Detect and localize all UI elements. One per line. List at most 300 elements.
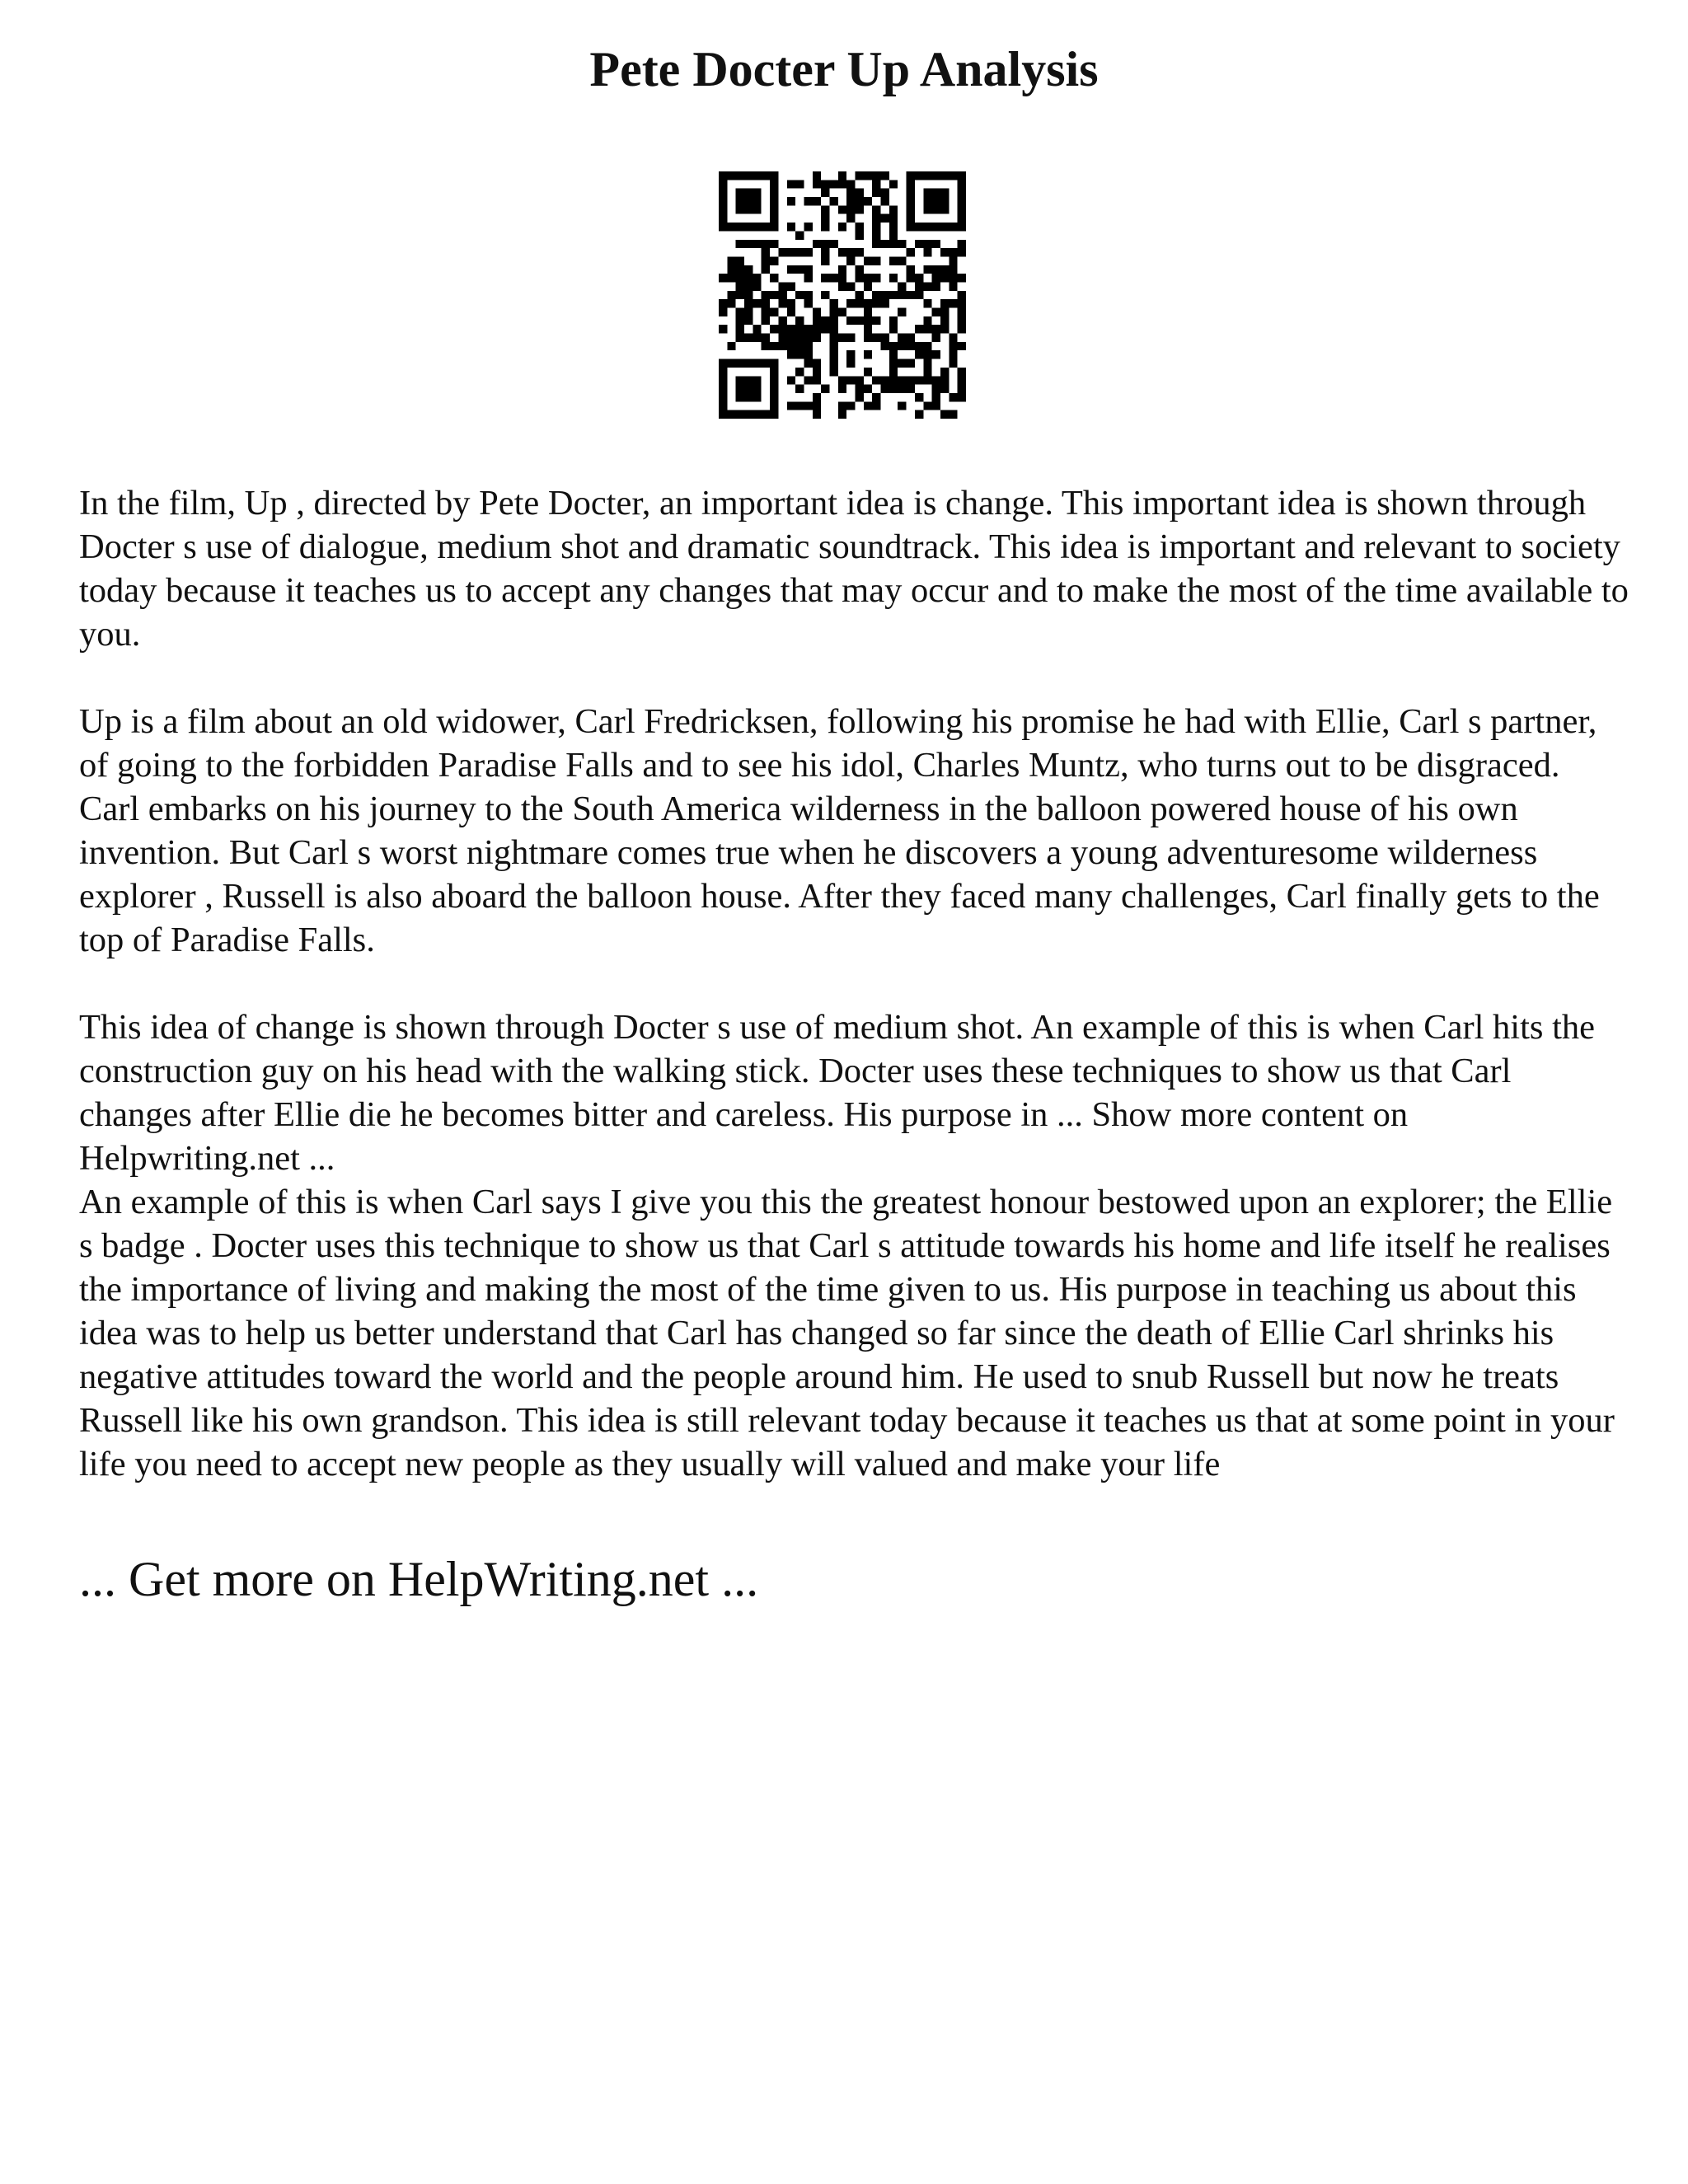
qr-module bbox=[744, 334, 753, 342]
qr-module bbox=[813, 359, 821, 368]
qr-module bbox=[838, 282, 846, 290]
qr-module bbox=[949, 350, 957, 359]
qr-module bbox=[846, 180, 855, 188]
qr-module bbox=[864, 334, 872, 342]
qr-module bbox=[736, 308, 744, 316]
qr-module bbox=[949, 393, 957, 401]
qr-module bbox=[889, 214, 898, 223]
qr-module bbox=[940, 325, 949, 333]
get-more-link[interactable]: ... Get more on HelpWriting.net ... bbox=[79, 1552, 759, 1606]
qr-module bbox=[846, 197, 855, 205]
qr-module bbox=[898, 282, 906, 290]
qr-module bbox=[829, 274, 837, 282]
qr-module bbox=[932, 265, 940, 274]
qr-module bbox=[872, 334, 880, 342]
qr-module bbox=[813, 334, 821, 342]
qr-module bbox=[762, 334, 770, 342]
qr-module bbox=[736, 334, 744, 342]
qr-module bbox=[787, 265, 795, 274]
qr-module bbox=[813, 376, 821, 384]
qr-module bbox=[881, 385, 889, 393]
qr-module bbox=[915, 393, 923, 401]
qr-module bbox=[915, 274, 923, 282]
qr-module bbox=[949, 299, 957, 307]
qr-module bbox=[923, 189, 949, 214]
qr-module bbox=[762, 248, 770, 256]
qr-module bbox=[813, 316, 821, 325]
qr-module bbox=[762, 265, 770, 274]
qr-module bbox=[787, 248, 795, 256]
qr-module bbox=[795, 248, 804, 256]
qr-module bbox=[932, 401, 940, 410]
qr-module bbox=[838, 265, 846, 274]
paragraph-dialogue: An example of this is when Carl says I give you this the greatest honour bestowed upon an explorer; the Ellie s badge . Docter uses this technique to show us that Carl s attitude towards his home and life itself he realises the importance of living and making the most of the time given to us. His purpose in teaching us about this idea was to help us better understand that Carl has changed so far since the death of Ellie Carl shrinks his negative attitudes toward the world and the people around him. He used to snub Russell but now he treats Russell like his own grandson. This idea is still relevant today because it teaches us that at some point in your life you need to accept new people as they usually will valued and make your life bbox=[79, 1183, 1615, 1483]
qr-module bbox=[864, 385, 872, 393]
qr-module bbox=[829, 299, 837, 307]
qr-module bbox=[898, 385, 906, 393]
qr-module bbox=[795, 368, 804, 376]
qr-module bbox=[958, 342, 966, 350]
qr-module bbox=[787, 223, 795, 231]
qr-module bbox=[727, 299, 735, 307]
qr-module bbox=[940, 368, 949, 376]
qr-module bbox=[770, 240, 778, 248]
qr-module bbox=[864, 171, 872, 180]
qr-module bbox=[795, 401, 804, 410]
qr-module bbox=[727, 265, 735, 274]
qr-module bbox=[829, 359, 837, 368]
qr-module bbox=[829, 180, 837, 188]
qr-module bbox=[804, 401, 812, 410]
qr-module bbox=[787, 350, 795, 359]
qr-code-graphic bbox=[719, 171, 966, 419]
qr-module bbox=[958, 368, 966, 376]
qr-module bbox=[958, 376, 966, 384]
qr-module bbox=[804, 342, 812, 350]
qr-module bbox=[889, 256, 898, 265]
qr-module bbox=[753, 240, 761, 248]
qr-module bbox=[838, 308, 846, 316]
qr-module bbox=[864, 256, 872, 265]
qr-module bbox=[795, 385, 804, 393]
qr-module bbox=[813, 308, 821, 316]
qr-module bbox=[872, 214, 880, 223]
qr-module bbox=[770, 171, 778, 231]
qr-module bbox=[795, 316, 804, 325]
qr-module bbox=[932, 282, 940, 290]
qr-module bbox=[736, 291, 744, 299]
qr-module bbox=[907, 171, 915, 231]
qr-module bbox=[778, 291, 786, 299]
qr-module bbox=[898, 240, 906, 248]
qr-module bbox=[744, 308, 753, 316]
qr-module bbox=[958, 291, 966, 299]
qr-module bbox=[829, 368, 837, 376]
qr-module bbox=[736, 325, 744, 333]
qr-module bbox=[940, 316, 949, 325]
qr-module bbox=[821, 240, 829, 248]
qr-module bbox=[795, 342, 804, 350]
qr-module bbox=[829, 350, 837, 359]
qr-module bbox=[856, 248, 864, 256]
qr-module bbox=[795, 180, 804, 188]
qr-module bbox=[753, 299, 761, 307]
qr-module bbox=[736, 240, 744, 248]
qr-module bbox=[813, 393, 821, 401]
qr-module bbox=[864, 299, 872, 307]
qr-module bbox=[719, 299, 727, 307]
qr-module bbox=[856, 274, 864, 282]
qr-module bbox=[762, 308, 770, 316]
qr-module bbox=[804, 359, 812, 368]
qr-module bbox=[719, 308, 727, 316]
qr-module bbox=[821, 385, 829, 393]
qr-module bbox=[889, 291, 898, 299]
qr-module bbox=[744, 240, 753, 248]
qr-module bbox=[813, 325, 821, 333]
qr-module bbox=[753, 334, 761, 342]
qr-module bbox=[881, 189, 889, 197]
qr-module bbox=[923, 282, 931, 290]
qr-module bbox=[872, 189, 880, 197]
qr-module bbox=[923, 316, 931, 325]
qr-module bbox=[762, 299, 770, 307]
qr-module bbox=[949, 265, 957, 274]
qr-module bbox=[932, 385, 940, 393]
qr-module bbox=[813, 410, 821, 419]
qr-module bbox=[881, 334, 889, 342]
qr-module bbox=[881, 171, 889, 180]
qr-module bbox=[744, 316, 753, 325]
qr-module bbox=[821, 256, 829, 265]
qr-module bbox=[856, 189, 864, 197]
qr-module bbox=[881, 376, 889, 384]
qr-module bbox=[949, 342, 957, 350]
qr-module bbox=[856, 205, 864, 213]
qr-code-icon[interactable] bbox=[719, 171, 966, 419]
qr-module bbox=[856, 291, 864, 299]
qr-module bbox=[856, 197, 864, 205]
qr-module bbox=[787, 376, 795, 384]
qr-module bbox=[889, 223, 898, 231]
qr-module bbox=[736, 316, 744, 325]
qr-module bbox=[949, 248, 957, 256]
qr-module bbox=[778, 299, 786, 307]
qr-module bbox=[795, 334, 804, 342]
qr-module bbox=[804, 197, 812, 205]
qr-module bbox=[898, 334, 906, 342]
qr-module bbox=[753, 274, 761, 282]
qr-module bbox=[856, 376, 864, 384]
qr-module bbox=[907, 265, 915, 274]
qr-module bbox=[864, 308, 872, 316]
qr-module bbox=[898, 256, 906, 265]
qr-module bbox=[915, 240, 923, 248]
qr-module bbox=[744, 274, 753, 282]
qr-module bbox=[856, 231, 864, 239]
qr-module bbox=[821, 325, 829, 333]
qr-module bbox=[753, 282, 761, 290]
qr-module bbox=[872, 223, 880, 231]
qr-module bbox=[846, 248, 855, 256]
qr-module bbox=[907, 171, 966, 180]
qr-module bbox=[889, 231, 898, 239]
qr-module bbox=[821, 205, 829, 213]
qr-module bbox=[770, 308, 778, 316]
qr-module bbox=[804, 274, 812, 282]
qr-module bbox=[864, 401, 872, 410]
qr-module bbox=[872, 205, 880, 213]
qr-module bbox=[795, 231, 804, 239]
qr-module bbox=[898, 291, 906, 299]
qr-module bbox=[829, 316, 837, 325]
qr-module bbox=[727, 256, 735, 265]
qr-module bbox=[889, 385, 898, 393]
qr-module bbox=[898, 401, 906, 410]
qr-module bbox=[958, 299, 966, 307]
qr-module bbox=[915, 410, 923, 419]
qr-module bbox=[719, 410, 778, 419]
qr-module bbox=[889, 205, 898, 213]
qr-module bbox=[958, 325, 966, 333]
qr-module bbox=[958, 393, 966, 401]
qr-module bbox=[838, 248, 846, 256]
qr-module bbox=[923, 342, 931, 385]
qr-module bbox=[778, 316, 786, 325]
qr-module bbox=[949, 410, 957, 419]
qr-module bbox=[940, 265, 949, 274]
qr-module bbox=[719, 325, 727, 333]
qr-module bbox=[838, 171, 846, 180]
qr-module bbox=[795, 265, 804, 274]
qr-module bbox=[744, 291, 753, 299]
page-title: Pete Docter Up Analysis bbox=[589, 42, 1099, 96]
qr-module bbox=[872, 240, 880, 248]
qr-module bbox=[846, 299, 855, 307]
qr-module bbox=[813, 240, 821, 248]
qr-module bbox=[846, 401, 855, 410]
qr-module bbox=[889, 274, 898, 282]
qr-module bbox=[907, 274, 915, 282]
qr-module bbox=[770, 359, 778, 419]
qr-module bbox=[838, 205, 846, 213]
qr-module bbox=[778, 282, 786, 290]
qr-module bbox=[889, 240, 898, 248]
qr-module bbox=[872, 316, 880, 325]
qr-module bbox=[958, 240, 966, 248]
qr-module bbox=[940, 308, 949, 316]
qr-module bbox=[727, 291, 735, 299]
qr-module bbox=[932, 308, 940, 316]
qr-module bbox=[846, 256, 855, 265]
qr-module bbox=[872, 299, 880, 307]
qr-module bbox=[821, 248, 829, 256]
qr-module bbox=[889, 325, 898, 333]
qr-module bbox=[932, 325, 940, 333]
qr-module bbox=[856, 223, 864, 231]
qr-module bbox=[770, 342, 778, 350]
qr-module bbox=[923, 325, 931, 333]
qr-module bbox=[949, 256, 957, 265]
qr-module bbox=[923, 401, 931, 410]
qr-module bbox=[958, 385, 966, 393]
qr-module bbox=[872, 231, 880, 239]
qr-module bbox=[829, 334, 837, 342]
qr-module bbox=[838, 410, 846, 419]
qr-module bbox=[889, 342, 898, 385]
qr-module bbox=[787, 401, 795, 410]
qr-module bbox=[838, 401, 846, 410]
qr-module bbox=[923, 240, 931, 248]
qr-module bbox=[856, 171, 864, 180]
qr-module bbox=[736, 189, 762, 214]
qr-module bbox=[889, 180, 898, 188]
qr-module bbox=[958, 171, 966, 231]
qr-module bbox=[821, 189, 829, 197]
qr-module bbox=[744, 282, 753, 290]
qr-module bbox=[846, 205, 855, 213]
qr-module bbox=[744, 265, 753, 274]
qr-module bbox=[915, 325, 923, 333]
qr-module bbox=[829, 308, 837, 316]
article-body bbox=[79, 481, 1629, 1486]
qr-module bbox=[881, 299, 889, 307]
qr-module bbox=[932, 334, 940, 342]
qr-module bbox=[846, 189, 855, 197]
qr-module bbox=[881, 197, 889, 205]
qr-module bbox=[787, 282, 795, 290]
qr-module bbox=[856, 316, 864, 325]
qr-module bbox=[872, 291, 880, 299]
qr-module bbox=[940, 274, 949, 282]
qr-module bbox=[770, 291, 778, 299]
qr-module bbox=[940, 410, 949, 419]
qr-module bbox=[949, 274, 957, 282]
qr-module bbox=[804, 334, 812, 342]
qr-module bbox=[889, 316, 898, 325]
qr-module bbox=[915, 291, 923, 299]
qr-module bbox=[907, 334, 915, 342]
qr-module bbox=[872, 376, 880, 384]
qr-module bbox=[821, 223, 829, 231]
qr-module bbox=[804, 325, 812, 333]
qr-module bbox=[829, 342, 837, 350]
qr-module bbox=[846, 334, 855, 342]
qr-module bbox=[813, 197, 821, 205]
qr-module bbox=[915, 282, 923, 290]
qr-module bbox=[804, 299, 812, 307]
qr-module bbox=[719, 171, 778, 180]
qr-module bbox=[736, 274, 744, 282]
qr-module bbox=[932, 274, 940, 282]
qr-module bbox=[846, 282, 855, 290]
qr-module bbox=[872, 393, 880, 401]
paragraph-gap bbox=[79, 962, 1629, 1005]
qr-module bbox=[838, 376, 846, 384]
qr-module bbox=[778, 248, 786, 256]
qr-module bbox=[762, 256, 770, 265]
qr-module bbox=[932, 240, 940, 248]
qr-module bbox=[753, 325, 761, 333]
qr-module bbox=[940, 299, 949, 307]
qr-module bbox=[846, 214, 855, 223]
qr-module bbox=[949, 282, 957, 290]
qr-module bbox=[846, 376, 855, 384]
qr-module bbox=[940, 248, 949, 256]
qr-module bbox=[949, 359, 957, 368]
qr-module bbox=[856, 265, 864, 274]
qr-module bbox=[838, 385, 846, 393]
qr-module bbox=[829, 240, 837, 248]
qr-module bbox=[872, 180, 880, 188]
qr-module bbox=[770, 274, 778, 282]
qr-module bbox=[813, 401, 821, 410]
qr-module bbox=[838, 274, 846, 282]
qr-module bbox=[932, 350, 940, 359]
qr-module bbox=[719, 223, 778, 231]
qr-module bbox=[915, 350, 923, 359]
paragraph-medium-shot: This idea of change is shown through Docter s use of medium shot. An example of this is when Carl hits the construction guy on his head with the walking stick. Docter uses these techniques to show us that Carl changes after Ellie die he becomes bitter and careless. His purpose in ... Show more content on Helpwriting.net ... bbox=[79, 1008, 1595, 1178]
qr-module bbox=[787, 180, 795, 188]
qr-module bbox=[829, 325, 837, 333]
qr-module bbox=[829, 197, 837, 205]
qr-module bbox=[881, 291, 889, 299]
qr-module bbox=[932, 376, 940, 384]
qr-module bbox=[795, 325, 804, 333]
qr-module bbox=[821, 214, 829, 223]
qr-module bbox=[907, 359, 915, 368]
qr-module bbox=[727, 342, 735, 350]
qr-module bbox=[778, 325, 786, 333]
qr-module bbox=[932, 393, 940, 401]
qr-module bbox=[898, 308, 906, 316]
qr-module bbox=[719, 359, 727, 419]
paragraph-summary: Up is a film about an old widower, Carl Fredricksen, following his promise he had with Ellie, Carl s partner, of going to the forbidden Paradise Falls and to see his idol, Charles Muntz, who turns out to be disgraced. Carl embarks on his journey to the South America wilderness in the balloon powered house of his own invention. But Carl s worst nightmare comes true when he discovers a young adventuresome wilderness explorer , Russell is also aboard the balloon house. After they faced many challenges, Carl finally gets to the top of Paradise Falls. bbox=[79, 702, 1600, 959]
qr-module bbox=[787, 334, 795, 342]
qr-module bbox=[804, 350, 812, 359]
qr-module bbox=[762, 291, 770, 299]
qr-module bbox=[762, 316, 770, 325]
qr-module bbox=[727, 274, 735, 282]
qr-module bbox=[864, 316, 872, 325]
qr-module bbox=[813, 368, 821, 376]
qr-module bbox=[762, 342, 770, 350]
qr-module bbox=[846, 350, 855, 359]
qr-module bbox=[821, 316, 829, 325]
qr-module bbox=[778, 342, 786, 350]
qr-module bbox=[821, 180, 829, 188]
qr-module bbox=[958, 248, 966, 256]
qr-module bbox=[864, 197, 872, 205]
qr-module bbox=[864, 282, 872, 290]
qr-module bbox=[846, 359, 855, 368]
qr-module bbox=[898, 359, 906, 368]
qr-module bbox=[907, 223, 966, 231]
qr-module bbox=[881, 342, 889, 350]
qr-module bbox=[872, 401, 880, 410]
qr-module bbox=[719, 274, 727, 282]
qr-module bbox=[958, 274, 966, 282]
qr-module bbox=[907, 248, 915, 256]
qr-module bbox=[872, 256, 880, 265]
qr-module bbox=[787, 325, 795, 333]
qr-module bbox=[949, 334, 957, 342]
qr-module bbox=[958, 316, 966, 325]
qr-module bbox=[804, 376, 812, 384]
qr-module bbox=[940, 376, 949, 384]
qr-module bbox=[838, 334, 846, 342]
qr-module bbox=[856, 393, 864, 401]
